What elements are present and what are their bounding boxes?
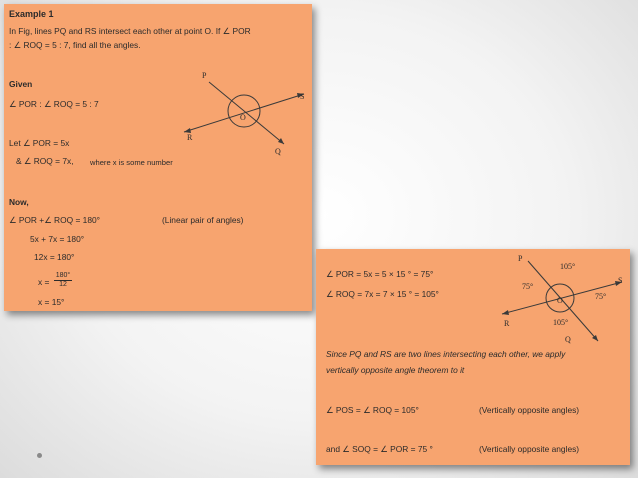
soq-equation: and ∠ SOQ = ∠ POR = 75 ° bbox=[326, 444, 433, 454]
x-denominator: 12 bbox=[54, 280, 72, 288]
x-lhs: x = bbox=[38, 277, 50, 287]
now-heading: Now, bbox=[9, 197, 29, 207]
label-o: O bbox=[240, 113, 246, 122]
label-r: R bbox=[187, 133, 193, 142]
example-title: Example 1 bbox=[9, 9, 54, 19]
angle-left: 75° bbox=[522, 282, 534, 291]
sum-equation: ∠ POR +∠ ROQ = 180° bbox=[9, 215, 100, 225]
theorem-line-2: vertically opposite angle theorem to it bbox=[326, 365, 465, 375]
label-s: S bbox=[300, 92, 305, 101]
solution-card bbox=[316, 249, 630, 465]
label-s: S bbox=[618, 276, 623, 285]
label-p: P bbox=[202, 71, 207, 80]
x-result: x = 15° bbox=[38, 297, 65, 307]
pos-equation: ∠ POS = ∠ ROQ = 105° bbox=[326, 405, 419, 415]
label-q: Q bbox=[565, 335, 571, 344]
step-1: 5x + 7x = 180° bbox=[30, 234, 85, 244]
sum-note: (Linear pair of angles) bbox=[162, 215, 244, 225]
let-line-2: & ∠ ROQ = 7x, bbox=[16, 156, 74, 166]
x-fraction bbox=[54, 272, 72, 288]
given-ratio: ∠ POR : ∠ ROQ = 5 : 7 bbox=[9, 99, 99, 109]
soq-note: (Vertically opposite angles) bbox=[479, 444, 580, 454]
given-heading: Given bbox=[9, 79, 33, 89]
label-o: O bbox=[557, 296, 563, 305]
slide-bullet bbox=[37, 453, 42, 458]
label-p: P bbox=[518, 254, 523, 263]
roq-equation: ∠ ROQ = 7x = 7 × 15 ° = 105° bbox=[326, 289, 439, 299]
angle-right: 75° bbox=[595, 292, 607, 301]
por-equation: ∠ POR = 5x = 5 × 15 ° = 75° bbox=[326, 269, 434, 279]
x-numerator: 180° bbox=[55, 272, 71, 279]
angle-bottom: 105° bbox=[553, 318, 569, 327]
step-2: 12x = 180° bbox=[34, 252, 75, 262]
theorem-line-1: Since PQ and RS are two lines intersecting each other, we apply bbox=[326, 349, 566, 359]
problem-line-2: : ∠ ROQ = 5 : 7, find all the angles. bbox=[9, 40, 141, 50]
let-line-1: Let ∠ POR = 5x bbox=[9, 138, 70, 148]
example-card bbox=[4, 4, 312, 311]
pos-note: (Vertically opposite angles) bbox=[479, 405, 580, 415]
label-r: R bbox=[504, 319, 510, 328]
let-note: where x is some number bbox=[90, 158, 173, 167]
problem-line-1: In Fig, lines PQ and RS intersect each other at point O. If ∠ POR bbox=[9, 26, 251, 36]
angle-top: 105° bbox=[560, 262, 576, 271]
label-q: Q bbox=[275, 147, 281, 156]
